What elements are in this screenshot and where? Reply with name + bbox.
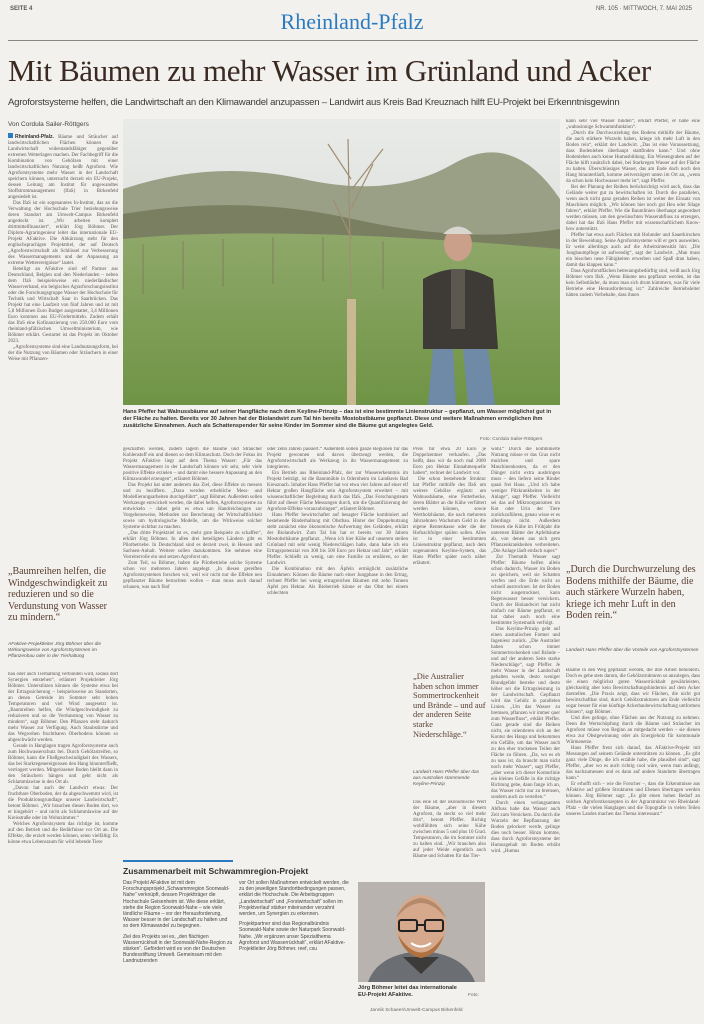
paragraph: Hans Pfeffer bewirtschaftet auf besagter Fläche kombiniert auf bestehende Rinderhaltung mit Obstbau. Hinter der Doppelnutzung steht zunächst eine ökonomische Aufwertung des Geländes, erklärt der Biolandwirt. Zum Tal hin hat er bereits vor 30 Jahren Mostobstbäume gepflanzt. „Wenn ich hier Kühe auf unserem steilen Grünland mit sehr wenig Niederschlägen halte, dann habe ich ein Ertragspotenzial von 300 bis 500 Euro pro Hektar und Jahr“, erklärt Pfeffer. Schließt zu wenig, um eine Familie zu ernähren, so der Landwirt. (267, 513, 408, 566)
infobox-column-1 (123, 880, 233, 1022)
byline: Von Cordula Sailer-Röttgers (8, 121, 89, 128)
paragraph: Bei der Planung der Reihen berücksichtigt wird auch, dass das Gelände weiter gut zu bewirtschaften ist. Durch die parallelen, wenn auch nicht ganz geraden Reihen ist weiter der Einsatz von Maschinen möglich. „Wir können hier noch gut Heu oder Silage fahren“, erklärt Pfeffer. Wie die Baumlinien überhaupt angeordnet werden müssen, um den gewünschten Wasserabfluss zu erzeugen, dabei hat das IfaS Hans Pfeffer mit wissenschaftlichem Know-how unterstützt. (566, 185, 700, 232)
page-number: SEITE 4 (10, 6, 33, 12)
infobox-column-2 (239, 880, 352, 1022)
paragraph: Bäume in den Weg gepflanzt werden, die ihre Arbeit behindern. Doch es gehe stets darum, die Gehölzstrukturen so anzulegen, dass sie einen möglichst guten Wasserrückhalt gewährleisten, gleichzeitig aber kein Bewirtschaftungshindernis auf dem Acker darstellen. „Die Praxis zeigt, dass wir Flächen, die nicht gut bewirtschaftbar sind, durch Gehölzstrukturen am Ende vielleicht sogar besser für eine künftige Ackerbaubewirtschaftung umformen können“, sagt Böhmer. (566, 668, 700, 715)
paragraph: „Das dritte Projektziel ist es, mehr gute Beispiele zu schaffen“, erklärt Jörg Böhmer. In allen drei beteiligten Ländern gibt es Pilotbetriebe. In Deutschland sind es derzeit zwei, in Hessen und Sachsen-Anhalt. Weitere sollen dazukommen. Sie nehmen eine Vorreiterrolle ein und setzen Agroforst um. (123, 531, 262, 560)
paragraph: Das Projekt hat unter anderem das Ziel, diese Effekte zu messen und zu beziffern. „Dazu werden erhebliche Mess- und Modellierungsarbeiten durchgeführt“, sagt Böhmer. Außerdem sollen Werkzeuge entwickelt werden, die dabei helfen, Agroforstsysteme zu entwickeln – dabei geht es etwa um Handreichungen zur Vorgehensweise, Methoden zur Berechnung der Wirtschaftlichkeit sowie um hydrologische Modelle, um die Wirkweise solcher Systeme sichtbar zu machen. (123, 483, 262, 530)
paragraph: „Durch die Durchwurzelung des Bodens mithilfe der Bäume, die auch stärkere Wurzeln haben, kriege ich mehr Luft in den Boden rein“, erklärt der Landwirt. „Das ist eine Voraussetzung, dass Bodenleben überhaupt stattfinden kann.“ Und ohne Bodenleben auch keine Humusbildung. Ein Wiesengraben auf der Fläche hilft zusätzlich dabei, bei Starkregen Wasser auf der Fläche zu halten. Überschüssiges Wasser, das am Ende doch noch den Hang hinunterläuft, komme zeitverzögert unten im Ort an, „wenn da schon kein Hochwasser mehr ist“, sagt Pfeffer. (566, 131, 700, 184)
pull-quote-2: „Die Australier haben schon immer Sommertrockenheit und Brände – und auf der anderen Seite starke Niederschläge.“ (413, 672, 486, 739)
article-column-5 (491, 447, 560, 1022)
lead-paragraph (8, 133, 118, 201)
portrait-credit: Jannik Schaeer/Umwelt-Campus Birkenfeld (370, 1008, 463, 1013)
paragraph: kann sehr viel Wasser binden“, erklärt Pfeffer, er habe eine „wahnsinnige Schwammfunktion“. (566, 119, 700, 130)
article-column-1-top (8, 133, 118, 557)
paragraph: Er erhofft sich – wie die Forscher –, dass die Erkenntnisse aus AFaktive auf größere Strukturen und Ebenen übertragen werden können. Jörg Böhmer sagt: „Es gibt einen hohen Bedarf an solchen Agroforstkonzepten in der Agrarstruktur von Rheinland-Pfalz – die vielen Hanglagen und die Topografie in vielen Teilen unseres Landes machen das Thema interessant.“ (566, 782, 700, 817)
paragraph: Preis für etwa 20 Euro je Doppelzentner verkaufen. „Das heißt, dass wir da noch mal 2000 Euro pro Hektar Einnahmequelle haben“, rechnet der Landwirt vor. (413, 447, 486, 476)
infobox-rule (123, 860, 233, 862)
paragraph: vor Ort sollen Maßnahmen entwickelt werden, die zu den jeweiligen Standortbedingungen passen, erklärt die Hochschule. Die Arbeitsgruppen „Landwirtschaft“ und „Forstwirtschaft“ sollen im Projektverlauf stärker miteinander verzahnt werden, um Synergien zu erkennen. (239, 880, 349, 918)
paragraph: „Davon hat auch der Landwirt etwas: Der fruchtbare Oberboden, der da abgeschwemmt wird, ist die Produktionsgrundlage unserer Landwirtschaft“, betont Böhmer. „Wir brauchen diesen Boden dort, wo er hingehört – und nicht als Schlammlawine auf der Kreisstraße oder im Wohnzimmer.“ (8, 786, 118, 821)
lead-text: Bäume und Sträucher auf landwirtschaftlichen Flächen können die Landwirtschaft widerstandsfähiger gegenüber extremen Wetterlagen machen. Der Fachbegriff für die Kombination von Gehölzen mit einer landwirtschaftlichen Nutzung heißt Agroforst. Wie Agroforstsysteme mehr Wasser in der Landschaft speichern können, untersucht derzeit ein EU-Projekt, dessen Leitung am Institut für angewandtes Stoffstrommanagement (IfaS) in Birkenfeld angesiedelt ist. (8, 135, 118, 200)
header-rule (8, 40, 698, 41)
paragraph: wohl.“ Durch die kombinierte Nutzung müsse er das Gras nicht mulchen und spare Maschinenkosten, da er den Dünger nicht extra ausbringen muss – den liefern seine Rinder quasi frei Haus. „Und ich habe weniger Pilzkrankheiten in der Anlage“, sagt Pfeffer. Vielleicht sei das auf Mikroorganismen im Kot oder Urin der Tiere zurückzuführen, genau wisse er es allerdings nicht. Außerdem fressen die Kühe im Frühjahr die untersten Blätter der Apfelbäume ab, von denen aus sich gern Pflanzenkrankheiten verbreiteten. „Die Anlage läuft einfach super.“ (491, 447, 560, 554)
tree-stake (347, 299, 356, 405)
main-photo (123, 119, 560, 405)
paragraph: Ein Betrieb aus Rheinland-Pfalz, der zur Wassererkenntnis im Projekt beiträgt, ist die Bannmühle in Odernheim im Landkreis Bad Kreuznach. Inhaber Hans Pfeffer hat vor etwa vier Jahren auf einer elf Hektar großen Hangfläche sein Agroforstsystem erweitert – mit wissenschaftlicher Begleitung durch das IfaS. „Das Forschungsteam führt auf dieser Fläche Messungen durch, um die Quantifizierung der Agroforst-Effekte voranzubringen“, erläutert Böhmer. (267, 471, 408, 512)
paragraph: Und dies gelinge, ohne Flächen aus der Nutzung zu nehmen. Denn die Wertschöpfung durch die Bäume und Sträucher im Agroforst müsse von Beginn an mitgedacht werden – sie dienen etwa zur Obstgewinnung oder als Energieholz für kommunale Wärmenetze. (566, 716, 700, 745)
paragraph: Zum Teil, so Böhmer, haben die Pilotbetriebe solche Systeme schon vor mehreren Jahren angelegt. „In diesen gereiften Agroforstsystemen forschen wir, weil wir nicht nur die Effekte neu gepflanzter Bäume betrachten wollen – man muss auch darauf schauen, was nach fünf (123, 561, 262, 590)
paragraph: Gerade in Hanglagen tragen Agroforstsysteme auch zum Hochwasserschutz bei. Durch Gehölzstreifen, so Böhmer, kann die Fließgeschwindigkeit des Wassers, das bei Starkregenereignissen den Hang hinunterfließt, verringert werden. Mitgerissener Boden bleibt dann in den Sträuchern hängen und geht nicht als Schlammlawine in den Ort ab. (8, 744, 118, 785)
subheadline: Agroforstsysteme helfen, die Landwirtschaft an den Klimawandel anzupassen – Landwirt aus Kreis Bad Kreuznach hilft EU-Projekt bei Erkenntnisgewinn (8, 97, 620, 108)
paragraph: Das Keyline-Prinzip geht auf einen australischen Farmer und Ingenieur zurück. „Die Australier haben schon immer Sommertrockenheit und Brände – und auf der anderen Seite starke Niederschläge“, sagt Pfeffer. Je mehr Wasser in der Landschaft gehalten werde, desto weniger Brandgefahr bestehe und desto höher sei die Ertragsleistung in der Landwirtschaft. Gepflanzt wird das Gehölz in parallelen Linien. „Um das Wasser zu bremsen, pflanzen wir immer quer zum Wasserfluss“, erklärt Pfeffer. Ganz gerade sind die Reihen nicht, sie orientieren sich an der Kontur des Hangs und bekommen ein Gefälle, um das Wasser auch zu den eher trockenen Teilen der Fläche zu führen. „Da, wo es eh zu nass ist, da braucht man nicht noch mehr Wasser“, sagt Pfeffer, „aber wenn ich dieser Konturlinie ein kleines Gefälle in die richtige Richtung gebe, dann fange ich an, das Wasser nicht nur zu bremsen, sondern auch zu verteilen.“ (491, 627, 560, 800)
farmer-with-walnut-tree-photo (123, 119, 560, 405)
paragraph: Pfeffer hat etwa auch Flächen mit Holunder und Sauerkirschen in der Beweidung. Seine Agroforstsysteme will er gern ausweiten. Er weist allerdings auch auf die Arbeitsintensität hin: „Die Jungbaumpflege ist aufwendig“, sagt der Landwirt. „Man muss ein bisschen neue Fähigkeiten erwerben und Spaß dran haben, damit das klappen kann.“ (566, 233, 700, 268)
pull-quote-1: „Baumreihen helfen, die Windgeschwindigkeit zu reduzieren und so die Verdunstung von Wasser zu mindern.“ (8, 566, 108, 623)
paragraph: Das IfaS ist ein sogenanntes In-Institut, das an die Verwaltung der Hochschule Trier beziehungsweise deren Standort am Umwelt-Campus Birkenfeld angedockt ist. „Wir arbeiten komplett drittmittelfinanziert“, erklärt Jörg Böhmer. Der Diplom-Agraringenieur leitet das internationale EU-Projekt AFaktive. Die Abkürzung steht für den englischsprachigen Projekttitel, der auf Deutsch „Agroforstwirtschaft als Schlüssel zur Verbesserung des Wassermanagements und der Anpassung an extreme Wetterereignisse“ lautet. (8, 201, 118, 266)
location-marker-icon (8, 133, 13, 138)
paragraph: Hans Pfeffer freut sich darauf, das AFaktive-Projekt mit Messungen auf seinem Gelände unterstützen zu können. „Es gibt ganz viele Dinge, die ich erzähle habe, die plausibel sind“, sagt Pfeffer, „aber wo es auch richtig cool wäre, wenn man anfängt, das nachzumessen und es dann auf andere Standorte übertragen kann.“ (566, 746, 700, 781)
pull-quote-3-source: Landwirt Hans Pfeffer über die Vorteile von Agroforstsystemen (566, 648, 699, 653)
paragraph: Durch einen verlangsamten Abfluss habe das Wasser auch Zeit zum Versickern. Da durch die Wurzeln der Bepflanzung der Boden gelockert werde, gelinge dies noch besser. Hinzu komme, dass durch Agroforstsysteme der Humusgehalt im Boden erhöht wird. „Humus (491, 801, 560, 854)
paragraph: geschaffen werden, zudem lagern die Bäume und Sträucher Kohlenstoff ein und dienen so dem Klimaschutz. Doch der Fokus im Projekt AFaktive liegt auf dem Thema Wasser: „Für das Wassermanagement in der Landschaft können wir sehr, sehr viele positive Effekte erzielen – und damit eine bessere Anpassung an den Klimawandel erzeugen“, erläutert Böhmer. (123, 447, 262, 482)
paragraph: Dass Agroforstflächen betreuungsbedürftig sind, weiß auch Jörg Böhmer vom IfaS. „Wenn Bäume neu gepflanzt werden, ist das kein Selbstläufer, da muss man sich drum kümmern, was für viele Betriebe eine Herausforderung ist.“ Zahlreiche Betriebsleiter hätten zudem Vorbehalte, dass ihnen (566, 269, 700, 298)
infobox-title: Zusammenarbeit mit Schwammregion-Projekt (123, 866, 309, 876)
portrait-credit-label: Foto: (468, 993, 479, 998)
paragraph: Welches Agroforstsystem das richtige ist, komme auf den Betrieb und die Bedürfnisse vor Ort an. Die Effekte, die erzielt werden können, seien vielfältig: Es könne etwa Lebensraum für wild lebende Tiere (8, 822, 118, 845)
paragraph: oder zehn Jahren passiert.“ Außerdem sollen ganze Regionen für das Projekt gewonnen und davon überzeugt werden, die Agroforstwirtschaft als Werkzeug in ihr Wassermanagement zu integrieren. (267, 447, 408, 470)
main-photo-caption: Hans Pfeffer hat Walnussbäume auf seiner Hangfläche nach dem Keyline-Prinzip – das ist eine bestimmte Linienstruktur – gepflanzt, um Wasser möglichst gut in der Fläche zu halten. Bereits vor 30 Jahren hat der Biolandwirt zum Tal hin bereits Mostobstbäume gepflanzt. Diese und weitere Maßnahmen ermöglichen ihm zusätzliche Einnahmen. Auch als Schattenspender für seine Kinder im Sommer sind die Bäume gut angelegtes Geld. (123, 409, 552, 429)
paragraph: „Agroforstsysteme sind eine Landnutzungsform, bei der die Nutzung von Bäumen oder Sträuchern in einer Weise mit Pflanzen- (8, 345, 118, 362)
paragraph: Projektpartner sind das Regionalbündnis Soonwald-Nahe sowie der Naturpark Soonwald-Nahe. „Wir ergänzen unser Spezialthema Agroforst und Wasserrückhalt“, erklärt AFaktive-Projektleiter Jörg Böhmer. reef, csu (239, 921, 346, 953)
paragraph: Das Projekt AFaktive ist mit dem Forschungsprojekt „Schwammregion Soonwald-Nahe“ verknüpft, dessen Projektträger die Hochschule Geisenheim ist. Wie diese erklärt, stehe die Region Soonwald-Nahe – wie viele ländliche Räume – vor der Herausforderung, Wasser besser in der Landschaft zu halten und so dem Klimawandel zu begegnen. (123, 880, 230, 930)
article-column-4-top (413, 447, 486, 667)
paragraph: Das eine ist der ökonomische Wert der Bäume, „aber in diesem Agroforst, da steckt so viel mehr drin“, betont Pfeffer. Richtig wohlfühlten sich seine Kühe zwischen minus 5 und plus 10 Grad. Temperaturen, die im Sommer nicht zu halten sind. „Wir brauchen also auf jeder Weide eigentlich auch Bäume und Schatten für das Tier- (413, 800, 486, 858)
portrait-caption: Jörg Böhmer leitet das internationale EU-Projekt AFaktive. (358, 985, 457, 998)
paragraph: Zur Thematik Wasser sagt Pfeffer: Bäume helfen allein schon dadurch, Wasser im Boden zu speichern, weil sie Schatten werfen und die Erde nicht so schnell austrocknet. Ist der Boden nicht ausgetrocknet, kann Regenwasser besser versickern. Durch der Biolandwirt hat nicht einfach nur Bäume gepflanzt, er hat dabei auch noch eine bestimmte Systematik verfolgt. (491, 555, 560, 626)
section-title: Rheinland-Pfalz (280, 9, 424, 34)
joerg-boehmer-portrait (358, 882, 485, 982)
article-column-3 (267, 447, 408, 855)
paragraph: bau oder auch Tierhaltung verbunden wird, sodass dort Synergien entstehen“, erläutert Projektleiter Jörg Böhmer. Unterstützen können die Systeme etwa bei der Ertragssicherung – beispielsweise an Standorten, an denen Getreide im Sommer sehr hohen Temperaturen und viel Wind ausgesetzt ist. „Baumreihen helfen, die Windgeschwindigkeit zu reduzieren und so die Verdunstung von Wasser zu mindern“, sagt Böhmer. Den Pflanzen steht dadurch mehr Wasser zur Verfügung. Auch Staubstürme und das Wegwehen fruchtbaren Oberbodens können so abgeschwächt werden. (8, 672, 118, 743)
article-column-6-bottom (566, 668, 700, 1022)
dateline: Rheinland-Pfalz. (15, 134, 54, 140)
paragraph: Die schon bestehende Struktur hat Pfeffer mithilfe des IfaS um weitere Gehölze ergänzt: um Walnussbäume, eine Futterhecke, deren Blätter an die Kühe verfüttert werden können, sowie Wertholzbäume, die nach mehreren Jahrzehnten Wachstum Geld in die eigene Rentenkasse oder die der Hofnachfolger spülen sollen. Alles ist in einer bestimmten Linienstruktur gepflanzt, nach dem sogenannten Keyline-System, das Hans Pfeffer später noch näher erläutert. (413, 477, 486, 566)
article-column-4-bottom (413, 800, 486, 858)
article-column-6-top (566, 119, 700, 559)
issue-date: NR. 105 · MITTWOCH, 7. MAI 2025 (595, 6, 692, 12)
pull-quote-2-source: Landwirt Hans Pfeffer über das aus Australien stammende Keyline-Prinzip (413, 770, 480, 787)
main-photo-credit: Foto: Cordula Sailer-Röttgers (480, 437, 543, 442)
paragraph: Beteiligt an AFaktive sind elf Partner aus Deutschland, Belgien und den Niederlanden – neben dem IfaS beispielsweise ein niederländischer Wasserverband, ein belgisches Agrarforschungsinstitut oder die Forschungsgruppe Wasser der Hochschule für Technik und Wirtschaft Saar in Saarbrücken. Das Projekt hat eine Laufzeit von fünf Jahren und ist mit 5,8 Millionen Euro Budget ausgestattet, 3,4 Millionen Euro kommen aus EU-Fördermitteln. Zudem erhält das IfaS eine Kofinanzierung von 250.000 Euro vom rheinland-pfälzischen Umweltministerium, wie Böhmer erklärt. Gestartet ist das Projekt im Oktober 2023. (8, 267, 118, 344)
paragraph: Die Kombination mit den Äpfeln ermöglicht zusätzliche Einnahmen: Können die Bäume nach einer Jungphase in den Ertrag, rechnet Pfeffer bei wenig ertragreichen Bäumen mit zehn Tonnen Äpfel pro Hektar. Als Biobetrieb könne er das Obst bei einem schlechten (267, 567, 408, 596)
headline: Mit Bäumen zu mehr Wasser im Grünland und Acker (8, 53, 651, 88)
article-column-2 (123, 447, 262, 855)
pull-quote-1-source: AFaktive-Projektleiter Jörg Böhmer über die Wirkungsweise von Agroforstsystemen im Pflanzenbau oder in der Tierhaltung (8, 642, 102, 659)
article-column-1-bottom (8, 672, 118, 1022)
paragraph: Ziel des Projekts sei es, „den flächigen Wasserrückhalt in der Soonwald-Nahe-Region zu stärken“. Gefördert wird es von der Deutschen Bundesstiftung Umwelt. Gemeinsam mit den Landnutzenden (123, 933, 233, 965)
pull-quote-3: „Durch die Durchwurzelung des Bodens mithilfe der Bäume, die auch stärkere Wurzeln haben, kriege ich mehr Luft in den Boden rein.“ (566, 564, 696, 621)
portrait-photo (358, 882, 485, 982)
